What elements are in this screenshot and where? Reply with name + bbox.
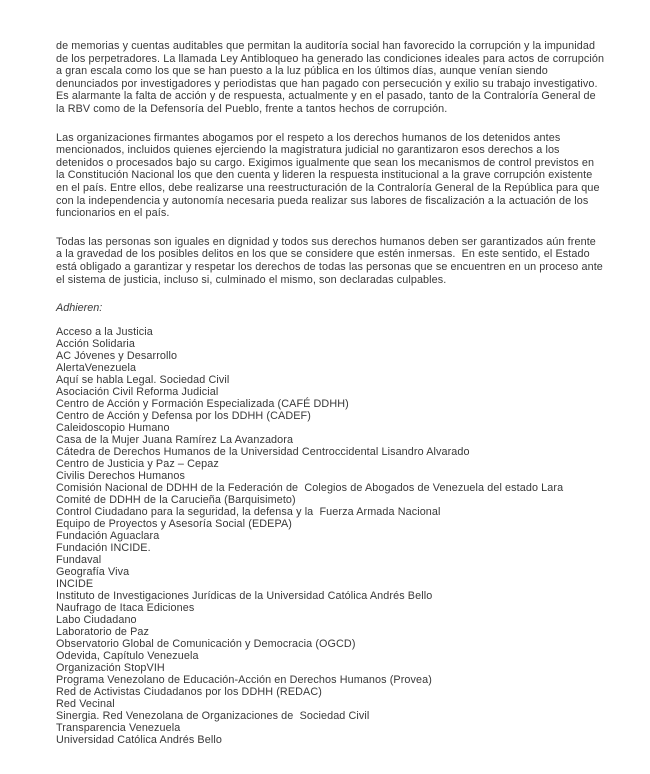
organizations-list — [56, 326, 641, 746]
text-line: de memorias y cuentas auditables que permitan la auditoría social han favorecido la corrupción y la impunidad — [56, 40, 596, 52]
organization-item: Centro de Acción y Defensa por los DDHH (CADEF) — [56, 409, 311, 422]
text-line: detenidos o procesados bajo su cargo. Exigimos igualmente que sean los mecanismos de control previstos en — [56, 156, 595, 169]
text-line: Las organizaciones firmantes abogamos por el respeto a los derechos humanos de los detenidos antes — [56, 131, 561, 144]
organization-item: Control Ciudadano para la seguridad, la defensa y la Fuerza Armada Nacional — [56, 505, 441, 518]
organization-item: Comité de DDHH de la Carucieña (Barquisimeto) — [56, 493, 296, 506]
organization-item: Asociación Civil Reforma Judicial — [56, 385, 219, 398]
organization-item: Red Vecinal — [56, 697, 115, 710]
organization-item: Geografía Viva — [56, 565, 130, 578]
text-line: la Constitución Nacional los que den cuenta y lideren la respuesta institucional a la grave corrupción existente — [56, 169, 593, 182]
organization-item: Cátedra de Derechos Humanos de la Universidad Centroccidental Lisandro Alvarado — [56, 445, 470, 458]
text-line: en el país. Entre ellos, debe realizarse una reestructuración de la Contraloría General de la República para que — [56, 181, 600, 194]
organization-item: Naufrago de Itaca Ediciones — [56, 601, 195, 614]
text-line: está obligado a garantizar y respetar los derechos de todas las personas que se encuentren en un proceso ante — [56, 260, 603, 273]
text-line: con la independencia y autonomía necesaria pueda realizar sus labores de fiscalización a la actuación de los — [56, 194, 589, 207]
organization-item: INCIDE — [56, 577, 94, 590]
organization-item: Acción Solidaria — [56, 337, 136, 350]
organization-item: Instituto de Investigaciones Jurídicas de la Universidad Católica Andrés Bello — [56, 589, 433, 602]
organization-item: Programa Venezolano de Educación-Acción en Derechos Humanos (Provea) — [56, 673, 432, 686]
text-line: el sistema de justicia, incluso si, culminado el mismo, son declaradas culpables. — [56, 273, 447, 286]
organization-item: Organización StopVIH — [56, 661, 165, 674]
body-paragraph — [56, 236, 641, 286]
organization-item: Centro de Justicia y Paz – Cepaz — [56, 457, 219, 470]
text-line: Todas las personas son iguales en dignidad y todos sus derechos humanos deben ser garantizados aún frente — [56, 235, 596, 248]
organization-item: Transparencia Venezuela — [56, 721, 181, 734]
organization-item: Casa de la Mujer Juana Ramírez La Avanzadora — [56, 433, 294, 446]
organization-item: Equipo de Proyectos y Asesoría Social (EDEPA) — [56, 517, 292, 530]
organization-item: Red de Activistas Ciudadanos por los DDHH (REDAC) — [56, 685, 322, 698]
organization-item: Aquí se habla Legal. Sociedad Civil — [56, 373, 230, 386]
organization-item: Civilis Derechos Humanos — [56, 469, 186, 482]
organization-item: Centro de Acción y Formación Especializada (CAFÉ DDHH) — [56, 397, 349, 410]
text-line: mencionados, incluidos quienes ejerciendo la magistratura judicial no garantizaron esos derechos a los — [56, 144, 560, 157]
organization-item: Universidad Católica Andrés Bello — [56, 733, 222, 746]
text-line: de los perpetradores. La llamada Ley Antibloqueo ha generado las condiciones ideales para actos de corrupción — [56, 52, 605, 65]
text-line: a la gravedad de los posibles delitos en los que se considere que estén inmersas. En este sentido, el Estado — [56, 248, 590, 261]
organization-item: Fundación Aguaclara — [56, 529, 160, 542]
organization-item: AlertaVenezuela — [56, 361, 137, 374]
organization-item: Laboratorio de Paz — [56, 625, 150, 638]
text-line: Es alarmante la falta de acción y de respuesta, actualmente y en el pasado, tanto de la Contraloría General de — [56, 90, 596, 103]
organization-item: Acceso a la Justicia — [56, 325, 153, 338]
document-content — [56, 40, 641, 746]
organization-item: Odevida, Capítulo Venezuela — [56, 649, 199, 662]
organization-item: Observatorio Global de Comunicación y Democracia (OGCD) — [56, 637, 356, 650]
body-paragraph — [56, 40, 641, 116]
organization-item: Fundación INCIDE. — [56, 541, 151, 554]
organization-item: Fundaval — [56, 553, 102, 566]
body-paragraph — [56, 132, 641, 220]
document-paragraphs — [56, 40, 641, 286]
text-line: la RBV como de la Defensoría del Pueblo, frente a tantos hechos de corrupción. — [56, 102, 448, 115]
organization-item: Comisión Nacional de DDHH de la Federación de Colegios de Abogados de Venezuela del estado Lara — [56, 481, 564, 494]
text-line: denunciados por investigadores y periodistas que han pagado con persecución y exilio su trabajo investigativo. — [56, 77, 598, 90]
text-line: funcionarios en el país. — [56, 207, 170, 220]
organization-item: Labo Ciudadano — [56, 613, 137, 626]
text-line: a gran escala como los que se han puesto a la luz pública en los últimos días, aunque venían siendo — [56, 65, 548, 78]
organization-item: Caleidoscopio Humano — [56, 421, 170, 434]
organization-item: AC Jóvenes y Desarrollo — [56, 349, 178, 362]
organization-item: Sinergia. Red Venezolana de Organizaciones de Sociedad Civil — [56, 709, 370, 722]
adhieren-heading: Adhieren: — [56, 302, 103, 315]
